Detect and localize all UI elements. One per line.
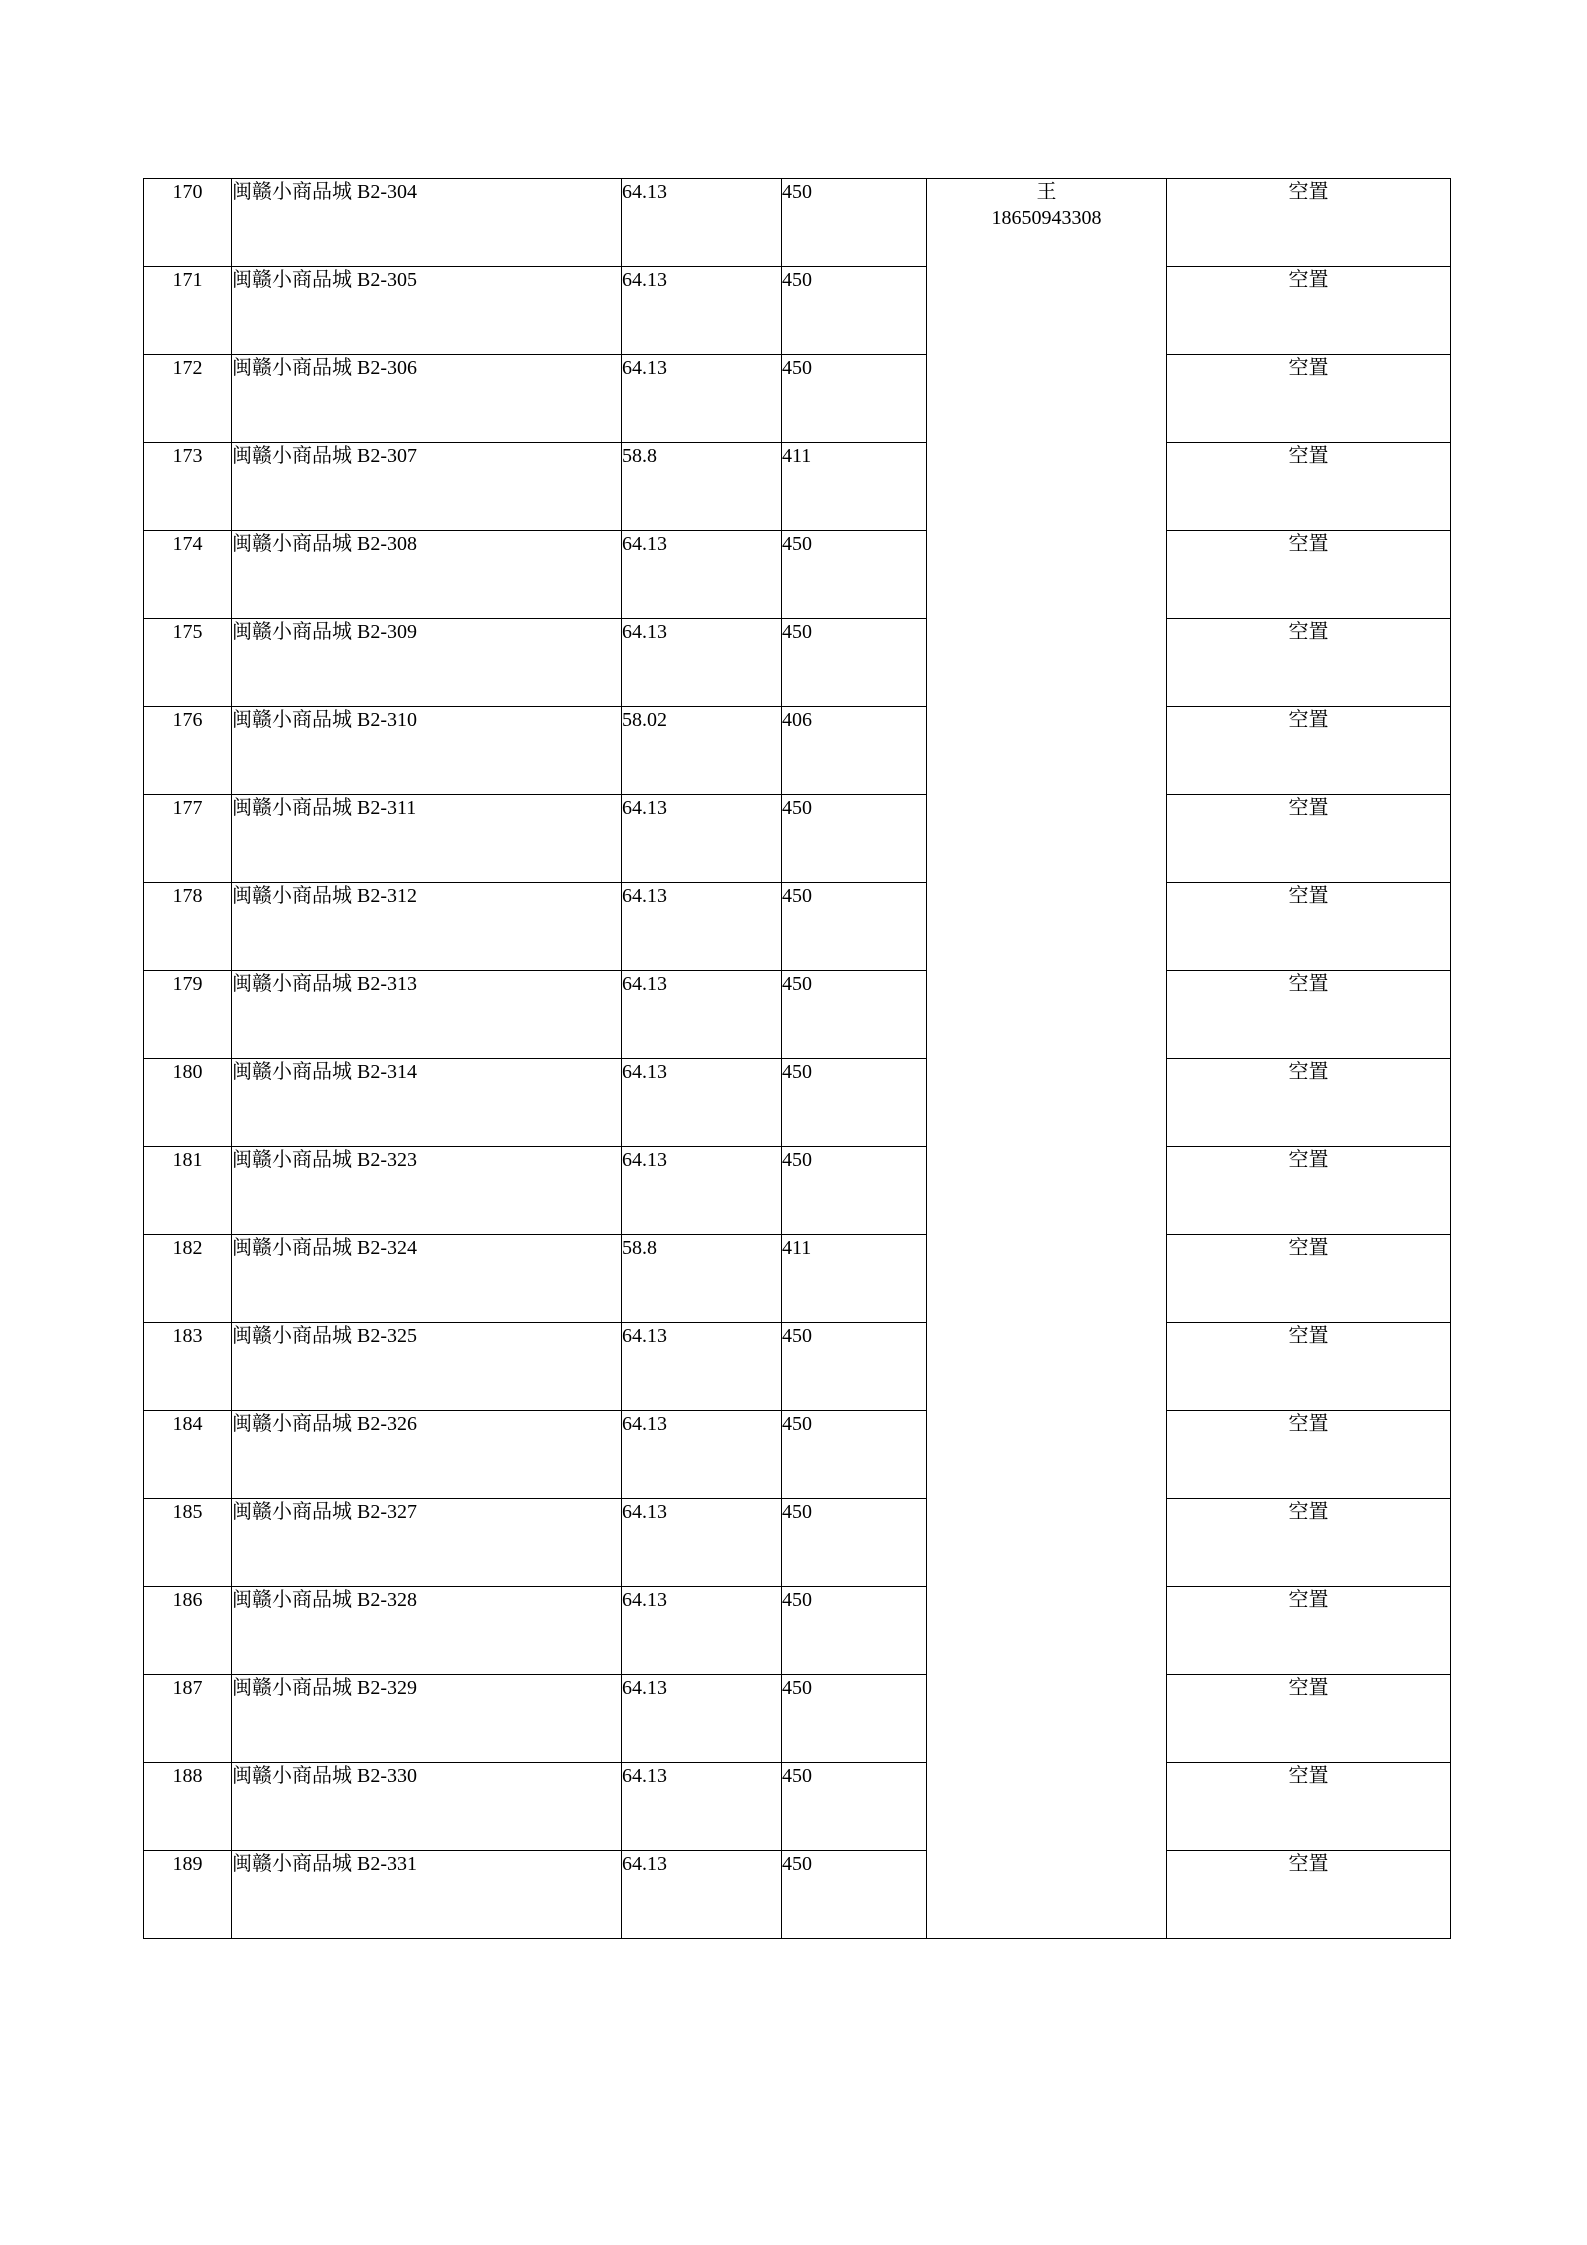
table-row (144, 355, 1451, 443)
cell-price: 411 (782, 1235, 927, 1323)
cell-status: 空置 (1167, 1235, 1451, 1323)
cell-area: 58.8 (622, 1235, 782, 1323)
cell-shop-name: 闽赣小商品城 B2-309 (232, 619, 622, 707)
cell-serial-number: 174 (144, 531, 232, 619)
cell-serial-number: 175 (144, 619, 232, 707)
cell-shop-name: 闽赣小商品城 B2-330 (232, 1763, 622, 1851)
listing-table-body (144, 179, 1451, 1939)
cell-serial-number: 185 (144, 1499, 232, 1587)
cell-price: 450 (782, 267, 927, 355)
table-row (144, 1411, 1451, 1499)
cell-shop-name: 闽赣小商品城 B2-312 (232, 883, 622, 971)
cell-status: 空置 (1167, 619, 1451, 707)
cell-shop-name: 闽赣小商品城 B2-306 (232, 355, 622, 443)
table-row (144, 795, 1451, 883)
cell-price: 450 (782, 1411, 927, 1499)
cell-status: 空置 (1167, 795, 1451, 883)
cell-shop-name: 闽赣小商品城 B2-326 (232, 1411, 622, 1499)
cell-price: 450 (782, 531, 927, 619)
cell-status: 空置 (1167, 355, 1451, 443)
cell-area: 58.8 (622, 443, 782, 531)
cell-area: 64.13 (622, 1499, 782, 1587)
cell-shop-name: 闽赣小商品城 B2-310 (232, 707, 622, 795)
cell-price: 450 (782, 1851, 927, 1939)
cell-area: 64.13 (622, 531, 782, 619)
cell-serial-number: 178 (144, 883, 232, 971)
cell-area: 58.02 (622, 707, 782, 795)
cell-area: 64.13 (622, 1763, 782, 1851)
cell-status: 空置 (1167, 1763, 1451, 1851)
cell-area: 64.13 (622, 619, 782, 707)
table-row (144, 1323, 1451, 1411)
cell-shop-name: 闽赣小商品城 B2-324 (232, 1235, 622, 1323)
cell-shop-name: 闽赣小商品城 B2-305 (232, 267, 622, 355)
cell-status: 空置 (1167, 267, 1451, 355)
contact-name: 王 (1036, 181, 1057, 203)
cell-area: 64.13 (622, 355, 782, 443)
cell-area: 64.13 (622, 971, 782, 1059)
cell-shop-name: 闽赣小商品城 B2-327 (232, 1499, 622, 1587)
cell-status: 空置 (1167, 1851, 1451, 1939)
cell-status: 空置 (1167, 1147, 1451, 1235)
cell-serial-number: 176 (144, 707, 232, 795)
cell-area: 64.13 (622, 1323, 782, 1411)
cell-price: 411 (782, 443, 927, 531)
cell-area: 64.13 (622, 179, 782, 267)
table-row (144, 1851, 1451, 1939)
cell-area: 64.13 (622, 1147, 782, 1235)
table-row (144, 1235, 1451, 1323)
cell-serial-number: 171 (144, 267, 232, 355)
cell-shop-name: 闽赣小商品城 B2-304 (232, 179, 622, 267)
cell-price: 450 (782, 1147, 927, 1235)
cell-price: 450 (782, 1059, 927, 1147)
listing-table-wrapper (143, 178, 1450, 1939)
cell-status: 空置 (1167, 883, 1451, 971)
cell-price: 450 (782, 179, 927, 267)
cell-area: 64.13 (622, 1587, 782, 1675)
contact-phone: 18650943308 (991, 207, 1102, 229)
cell-price: 450 (782, 1499, 927, 1587)
table-row (144, 1059, 1451, 1147)
cell-shop-name: 闽赣小商品城 B2-329 (232, 1675, 622, 1763)
table-row (144, 619, 1451, 707)
cell-shop-name: 闽赣小商品城 B2-323 (232, 1147, 622, 1235)
cell-serial-number: 187 (144, 1675, 232, 1763)
cell-price: 450 (782, 795, 927, 883)
cell-status: 空置 (1167, 1587, 1451, 1675)
cell-serial-number: 182 (144, 1235, 232, 1323)
table-row (144, 1675, 1451, 1763)
table-row (144, 443, 1451, 531)
cell-area: 64.13 (622, 1411, 782, 1499)
cell-price: 450 (782, 619, 927, 707)
cell-status: 空置 (1167, 1675, 1451, 1763)
cell-price: 450 (782, 1587, 927, 1675)
table-row (144, 1763, 1451, 1851)
cell-shop-name: 闽赣小商品城 B2-325 (232, 1323, 622, 1411)
cell-status: 空置 (1167, 1411, 1451, 1499)
cell-shop-name: 闽赣小商品城 B2-311 (232, 795, 622, 883)
table-row (144, 1499, 1451, 1587)
cell-status: 空置 (1167, 531, 1451, 619)
table-row (144, 1147, 1451, 1235)
cell-shop-name: 闽赣小商品城 B2-331 (232, 1851, 622, 1939)
cell-status: 空置 (1167, 1323, 1451, 1411)
cell-price: 450 (782, 883, 927, 971)
table-row (144, 267, 1451, 355)
cell-serial-number: 172 (144, 355, 232, 443)
cell-serial-number: 179 (144, 971, 232, 1059)
cell-shop-name: 闽赣小商品城 B2-308 (232, 531, 622, 619)
listing-table (143, 178, 1451, 1939)
cell-status: 空置 (1167, 179, 1451, 267)
cell-area: 64.13 (622, 795, 782, 883)
cell-status: 空置 (1167, 971, 1451, 1059)
cell-shop-name: 闽赣小商品城 B2-314 (232, 1059, 622, 1147)
contact-block (927, 179, 1166, 231)
cell-area: 64.13 (622, 883, 782, 971)
cell-area: 64.13 (622, 1059, 782, 1147)
cell-serial-number: 181 (144, 1147, 232, 1235)
cell-contact (927, 179, 1167, 1939)
cell-serial-number: 183 (144, 1323, 232, 1411)
cell-price: 406 (782, 707, 927, 795)
cell-serial-number: 189 (144, 1851, 232, 1939)
cell-serial-number: 173 (144, 443, 232, 531)
cell-area: 64.13 (622, 1675, 782, 1763)
cell-status: 空置 (1167, 1059, 1451, 1147)
table-row (144, 531, 1451, 619)
cell-price: 450 (782, 971, 927, 1059)
cell-serial-number: 184 (144, 1411, 232, 1499)
cell-serial-number: 188 (144, 1763, 232, 1851)
cell-price: 450 (782, 1323, 927, 1411)
cell-shop-name: 闽赣小商品城 B2-328 (232, 1587, 622, 1675)
cell-status: 空置 (1167, 443, 1451, 531)
cell-area: 64.13 (622, 1851, 782, 1939)
cell-serial-number: 186 (144, 1587, 232, 1675)
table-row (144, 707, 1451, 795)
cell-status: 空置 (1167, 707, 1451, 795)
cell-serial-number: 180 (144, 1059, 232, 1147)
cell-status: 空置 (1167, 1499, 1451, 1587)
cell-price: 450 (782, 355, 927, 443)
table-row (144, 883, 1451, 971)
cell-shop-name: 闽赣小商品城 B2-307 (232, 443, 622, 531)
cell-serial-number: 177 (144, 795, 232, 883)
cell-serial-number: 170 (144, 179, 232, 267)
cell-shop-name: 闽赣小商品城 B2-313 (232, 971, 622, 1059)
table-row (144, 1587, 1451, 1675)
cell-price: 450 (782, 1763, 927, 1851)
cell-area: 64.13 (622, 267, 782, 355)
table-row (144, 179, 1451, 267)
cell-price: 450 (782, 1675, 927, 1763)
table-row (144, 971, 1451, 1059)
